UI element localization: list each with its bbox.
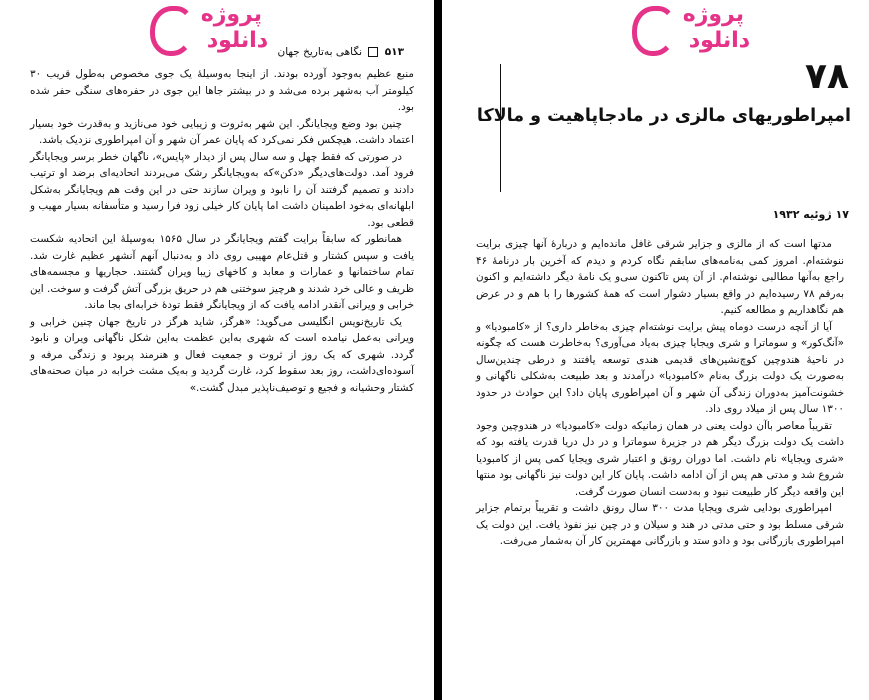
paragraph: چنین بود وضع ویجایانگر. این شهر به‌ثروت و زیبایی خود می‌نازید و به‌قدرت خود بسیار اعتماد داشت. هیچکس فکر نمی‌کرد که پایان عمر آن شهر و آن امپراطوری نزدیک باشد.: [30, 117, 414, 146]
paragraph: همانطور که سابقاً برایت گفتم ویجایانگر در سال ۱۵۶۵ به‌وسیلهٔ این اتحادیه شکست یافت و سپس کشتار و قتل‌عام مهیبی روی داد و به‌دنبال آنهم آنشهر عظیم غارت شد. تمام ساختمانها و عمارات و معابد و کاخهای زیبا ویران گشتند. حجاریها و مجسمه‌های ظریف و عالی خرد شدند و هرچیز سوختنی هم در حریق بزرگی آتش گرفت و سوخت. این خرابی و ویرانی آنقدر ادامه یافت که از ویجایانگر فقط تودهٔ خرابه‌ای بجا ماند.: [30, 233, 414, 311]
book-title: نگاهی به‌تاریخ جهان: [277, 46, 363, 58]
right-body-text: [476, 236, 844, 550]
watermark-logo: [632, 2, 750, 60]
paragraph: منبع عظیم به‌وجود آورده بودند. از اینجا به‌وسیلهٔ یک جوی مخصوص به‌طول قریب ۳۰ کیلومتر آب به‌شهر برده می‌شد و در بیشتر جاها این جوی در حفره‌های سنگی حفر شده بود.: [30, 68, 414, 113]
chapter-divider: [500, 64, 501, 192]
logo-swirl-icon: [632, 6, 676, 56]
chapter-date: ۱۷ ژوئیه ۱۹۳۲: [772, 208, 849, 221]
paragraph: تقریباً معاصر باآن دولت یعنی در همان زمانیکه دولت «کامبودیا» در هندوچین وجود داشت یک دولت بزرگ دیگر هم در جزیرهٔ سوماترا و در دل دریا قدرت یافته بود که «شری ویجایا» نام داشت. اما دوران رونق و اعتبار شری ویجایا کمی پس از کامبودیا شروع شد و مدتی هم پس از آن ادامه داشت. پایان کار این دولت نیز ناگهانی بود منتها این واقعه دیگر کار طبیعت نبود و به‌دست انسان صورت گرفت.: [476, 419, 844, 498]
left-page: [0, 0, 434, 700]
header-box-icon: [368, 47, 378, 57]
logo-line2: دانلود: [206, 28, 268, 53]
paragraph: مدتها است که از مالزی و جزایر شرقی غافل مانده‌ایم و دربارهٔ آنها چیزی برایت ننوشته‌ام. امروز کمی به‌نامه‌های سابقم نگاه کردم و دیدم که آخرین بار درنامهٔ ۴۶ راجع به‌آنها مطالبی نوشته‌ام. از آن پس تاکنون سی‌و یک نامهٔ دیگر داشته‌ایم و اکنون به‌رقم ۷۸ رسیده‌ایم در واقع بسیار دشوار است که همهٔ کشورها را با هم و در عرض هم نگاهداریم و مطالعه کنیم.: [476, 238, 845, 316]
paragraph: امپراطوری بودایی شری ویجایا مدت ۳۰۰ سال رونق داشت و تقریباً برتمام جزایر شرقی مسلط بود و حتی مدتی در هند و سیلان و در چین نیز نفوذ یافت. این دولت یک امپراطوری بازرگانی بود و دادو ستد و بازرگانی مهمترین کار آن به‌شمار می‌رفت.: [476, 502, 844, 547]
page-gutter: [434, 0, 442, 700]
paragraph: در صورتی که فقط چهل و سه سال پس از دیدار «پایس»، ناگهان خطر برسر ویجایانگر فرود آمد. دولت‌های‌دیگر «دکن»که به‌ویجایانگر رشک می‌بردند اتحادیه‌ای برضد او ترتیب دادند و تصمیم گرفتند آن را نابود و ویران سازند حتی در این وقت هم ویجایانگر به‌شکل ابلهانه‌ای به‌خود اطمینان داشت اما پایان کار خیلی زود فرا رسید و متأسفانه بسیار مهیب و قطعی بود.: [30, 150, 414, 229]
chapter-number: ۷۸: [805, 56, 849, 97]
chapter-title: امپراطوریهای مالزی در مادجاپاهیت و مالاکا: [476, 106, 851, 126]
logo-line2: دانلود: [688, 28, 750, 53]
right-page: [442, 0, 869, 700]
paragraph: یک تاریخ‌نویس انگلیسی می‌گوید: «هرگز، شاید هرگز در تاریخ جهان چنین خرابی و ویرانی به‌عمل نیامده است که شهری به‌این عظمت به‌این شکل ناگهانی ویران و نابود گردد. شهری که یک روز از ثروت و جمعیت فعال و هنرمند پربود و زندگی مرفه و آسوده‌ای‌داشت، روز بعد سقوط کرد، غارت گردید و به‌یک مشت خرابه در میان صحنه‌های کشتار وحشیانه و فجیع و توصیف‌ناپذیر مبدل گشت.»: [30, 315, 414, 394]
logo-line1: پروژه: [200, 2, 262, 27]
logo-line1: پروژه: [682, 2, 744, 27]
running-header: [16, 46, 404, 58]
paragraph: آیا از آنچه درست دوماه پیش برایت نوشته‌ام چیزی به‌خاطر داری؟ از «کامبودیا» و «آنگ‌کور» و سوماترا و شری ویجایا چیزی به‌یاد می‌آوری؟ به‌خاطرت هست که چگونه در ناحیهٔ هندوچین کوچ‌نشین‌های قدیمی هندی توسعه یافتند و درطی چندین‌سال به‌صورت یک دولت بزرگ به‌نام «کامبودیا» درآمدند و بعد طبیعت به‌شکلی ناگهانی و خشونت‌آمیز به‌دوران زندگی آن شهر و آن امپراطوری پایان داد؟ این حوادث در حدود ۱۳۰۰ سال پس از میلاد روی داد.: [476, 320, 844, 415]
left-body-text: [30, 66, 414, 396]
page-number: ۵۱۳: [384, 46, 404, 58]
